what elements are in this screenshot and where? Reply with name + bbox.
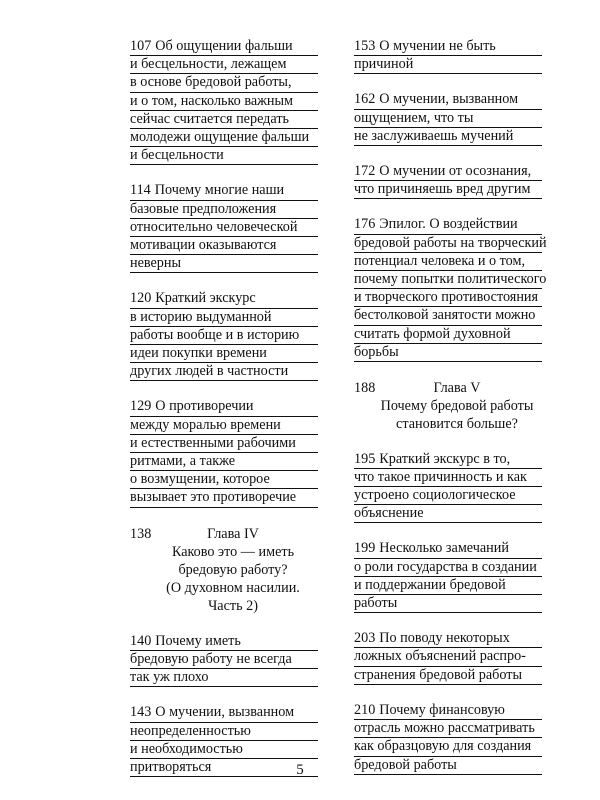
toc-entry-text: не заслуживаешь мучений: [354, 127, 514, 144]
toc-entry-line: [354, 110, 542, 128]
toc-page-number: 199: [354, 540, 376, 557]
toc-chapter-line: становится больше?: [396, 416, 518, 433]
toc-chapter-line: Почему бредовой работы: [380, 398, 534, 415]
toc-entry-line: [130, 651, 318, 669]
toc-entry-text: бестолковой занятости можно: [354, 307, 536, 324]
toc-chapter-line: Глава V: [433, 380, 481, 397]
toc-entry-text: и творческого противостояния: [354, 289, 539, 306]
toc-entry-line: [354, 234, 547, 253]
toc-entry-line: [130, 327, 318, 345]
toc-entry[interactable]: [130, 633, 318, 688]
toc-entry-line: [130, 345, 318, 363]
toc-entry-text: бредовой работы на творческий: [354, 234, 547, 251]
toc-entry-text: Краткий экскурс: [155, 290, 256, 307]
toc-entry-line: [130, 219, 318, 237]
toc-entry-line: [354, 648, 542, 666]
toc-page-number: 210: [354, 701, 376, 718]
toc-entry[interactable]: [130, 38, 318, 165]
toc-page-number: 162: [354, 91, 376, 108]
toc-page-number: 143: [130, 704, 152, 721]
toc-entry-text: сейчас считается передать: [130, 110, 289, 127]
toc-entry-line: [354, 216, 542, 234]
toc-entry-text: базовые предположения: [130, 200, 277, 217]
toc-entry-text: работы вообще и в историю: [130, 326, 300, 343]
toc-page-number: 140: [130, 632, 152, 649]
toc-entry-text: что такое причинность и как: [354, 468, 527, 485]
toc-entry-line: [354, 630, 542, 648]
toc-entry-text: О противоречии: [155, 398, 254, 415]
toc-entry-text: О мучении, вызванном: [155, 704, 295, 721]
toc-entry-line: [130, 309, 318, 327]
toc-entry-line: [130, 398, 318, 416]
toc-entry-text: относительно человеческой: [130, 218, 298, 235]
toc-entry-text: Почему многие наши: [154, 182, 285, 199]
toc-entry-line: [130, 129, 318, 147]
toc-entry-text: ощущением, что ты: [354, 109, 474, 126]
toc-entry-line: [354, 667, 542, 685]
toc-entry-line: [354, 253, 542, 271]
toc-entry-text: отрасль можно рассматривать: [354, 720, 535, 737]
toc-entry[interactable]: [354, 451, 542, 524]
toc-entry-text: считать формой духовной: [354, 325, 511, 342]
toc-entry-line: [130, 237, 318, 255]
toc-page-number: 188: [354, 380, 376, 397]
toc-entry-text: Краткий экскурс в то,: [379, 450, 511, 467]
toc-entry-text: что причиняешь вред другим: [354, 181, 531, 198]
toc-entry-text: работы: [354, 595, 398, 612]
toc-entry-text: ложных объяснений распро-: [354, 648, 526, 665]
toc-entry[interactable]: [354, 540, 542, 613]
toc-entry-line: [354, 56, 542, 74]
toc-entry-text: между моралью времени: [130, 416, 281, 433]
toc-entry-text: борьбы: [354, 343, 399, 360]
toc-entry-line: [130, 435, 318, 453]
toc-entry-text: Почему финансовую: [379, 701, 505, 718]
toc-entry-line: [354, 344, 542, 362]
toc-entry-text: Почему иметь: [155, 632, 241, 649]
toc-entry-line: [130, 723, 318, 741]
toc-entry-text: неопределенностью: [130, 722, 251, 739]
toc-entry[interactable]: [354, 38, 542, 74]
toc-entry-line: [354, 163, 542, 181]
toc-entry-text: устроено социологическое: [354, 487, 516, 504]
toc-entry-text: молодежи ощущение фальши: [130, 129, 310, 146]
toc-entry-text: бредовой работы: [354, 756, 457, 773]
toc-entry-text: как образцовую для создания: [354, 738, 532, 755]
toc-entry-line: [130, 704, 318, 722]
toc-entry-text: Об ощущении фальши: [155, 38, 293, 54]
toc-entry-line: [130, 74, 318, 92]
toc-entry-text: Эпилог. О воздействии: [379, 216, 518, 233]
toc-entry-text: странения бредовой работы: [354, 666, 523, 683]
toc-entry[interactable]: [354, 216, 547, 362]
toc-entry-line: [130, 417, 318, 435]
toc-left-column: [130, 38, 318, 777]
toc-entry-text: в основе бредовой работы,: [130, 74, 292, 91]
toc-entry-text: в историю выдуманной: [130, 308, 272, 325]
toc-entry-line: [354, 702, 542, 720]
toc-entry[interactable]: [130, 398, 318, 507]
toc-entry-line: [130, 255, 318, 273]
toc-entry-line: [130, 38, 318, 56]
toc-entry-line: [354, 505, 542, 523]
page-number: 5: [296, 762, 304, 778]
toc-entry-line: [130, 633, 318, 651]
toc-entry-text: объяснение: [354, 505, 424, 522]
toc-entry-text: По поводу некоторых: [379, 630, 510, 647]
toc-entry-text: других людей в частности: [130, 363, 289, 380]
toc-chapter-heading: [130, 525, 318, 616]
toc-entry-line: [130, 669, 318, 687]
toc-entry-line: [130, 93, 318, 111]
toc-chapter-line: (О духовном насилии.: [166, 580, 300, 597]
toc-entry-line: [354, 469, 542, 487]
toc-entry-line: [130, 489, 318, 507]
toc-entry-text: бредовую работу не всегда: [130, 650, 292, 667]
toc-entry-line: [130, 201, 318, 219]
toc-entry-text: идеи покупки времени: [130, 345, 267, 362]
toc-chapter-line: Часть 2): [208, 598, 258, 615]
toc-entry-line: [130, 111, 318, 129]
toc-entry[interactable]: [354, 91, 542, 146]
toc-entry-line: [354, 91, 542, 109]
toc-entry-text: мотивации оказываются: [130, 237, 277, 254]
toc-chapter-line: Глава IV: [207, 525, 259, 542]
toc-chapter-heading: [354, 379, 542, 434]
toc-entry-text: О мучении от осознания,: [379, 163, 532, 180]
toc-entry-line: [130, 471, 318, 489]
toc-entry-text: и бесцельности: [130, 147, 224, 164]
toc-entry[interactable]: [130, 290, 318, 381]
toc-entry-text: неверны: [130, 255, 182, 272]
toc-entry-text: причиной: [354, 56, 414, 73]
toc-entry-line: [354, 326, 542, 344]
toc-entry-line: [130, 147, 318, 165]
toc-entry-line: [354, 451, 542, 469]
toc-page-number: 138: [130, 525, 152, 542]
toc-entry-text: и бесцельности, лежащем: [130, 56, 287, 73]
toc-entry-line: [130, 363, 318, 381]
toc-page-number: 153: [354, 38, 376, 54]
toc-entry-line: [354, 738, 542, 756]
toc-page-number: 176: [354, 216, 376, 233]
toc-entry-text: потенциал человека и о том,: [354, 252, 526, 269]
toc-entry-text: вызывает это противоречие: [130, 489, 297, 506]
toc-entry-line: [354, 289, 542, 307]
toc-entry[interactable]: [130, 182, 318, 273]
toc-entry-line: [354, 181, 542, 199]
toc-entry-line: [130, 453, 318, 471]
toc-page-number: 203: [354, 630, 376, 647]
toc-entry-text: О мучении, вызванном: [379, 91, 519, 108]
toc-entry-line: [354, 540, 542, 558]
toc-entry-text: о возмущении, которое: [130, 471, 270, 488]
toc-entry-text: и необходимостью: [130, 740, 243, 757]
toc-entry-text: и поддержании бредовой: [354, 576, 506, 593]
toc-entry-line: [354, 720, 542, 738]
toc-entry-line: [130, 56, 318, 74]
toc-chapter-line: Каково это — иметь: [171, 543, 295, 560]
toc-entry-text: так уж плохо: [130, 669, 209, 686]
toc-entry-line: [354, 595, 542, 613]
toc-entry-line: [354, 487, 542, 505]
toc-entry[interactable]: [354, 163, 542, 199]
toc-entry-line: [130, 741, 318, 759]
toc-entry-line: [354, 559, 542, 577]
toc-entry[interactable]: [354, 630, 542, 685]
toc-entry-line: [354, 38, 542, 56]
toc-entry-line: [130, 290, 318, 308]
toc-page-number: 129: [130, 398, 152, 415]
toc-entry-text: притворяться: [130, 758, 212, 775]
toc-right-column: [354, 38, 547, 775]
toc-page-number: 195: [354, 450, 376, 467]
toc-entry-line: [354, 271, 547, 289]
toc-entry-text: Несколько замечаний: [379, 540, 509, 557]
toc-page-number: 172: [354, 163, 376, 180]
toc-entry-line: [354, 577, 542, 595]
toc-entry-text: О мучении не быть: [379, 38, 496, 54]
toc-page-number: 120: [130, 290, 152, 307]
toc-entry-text: и естественными рабочими: [130, 434, 296, 451]
toc-page-number: 107: [130, 38, 152, 54]
toc-chapter-line: бредовую работу?: [178, 562, 288, 579]
toc-entry-text: и о том, насколько важным: [130, 92, 294, 109]
toc-entry-line: [130, 182, 318, 200]
toc-entry-text: почему попытки политического: [354, 271, 547, 288]
toc-page-number: 114: [130, 182, 151, 199]
toc-entry-text: ритмами, а также: [130, 453, 236, 470]
toc-entry-line: [354, 307, 542, 325]
toc-entry-line: [354, 128, 542, 146]
toc-entry-text: о роли государства в создании: [354, 558, 537, 575]
